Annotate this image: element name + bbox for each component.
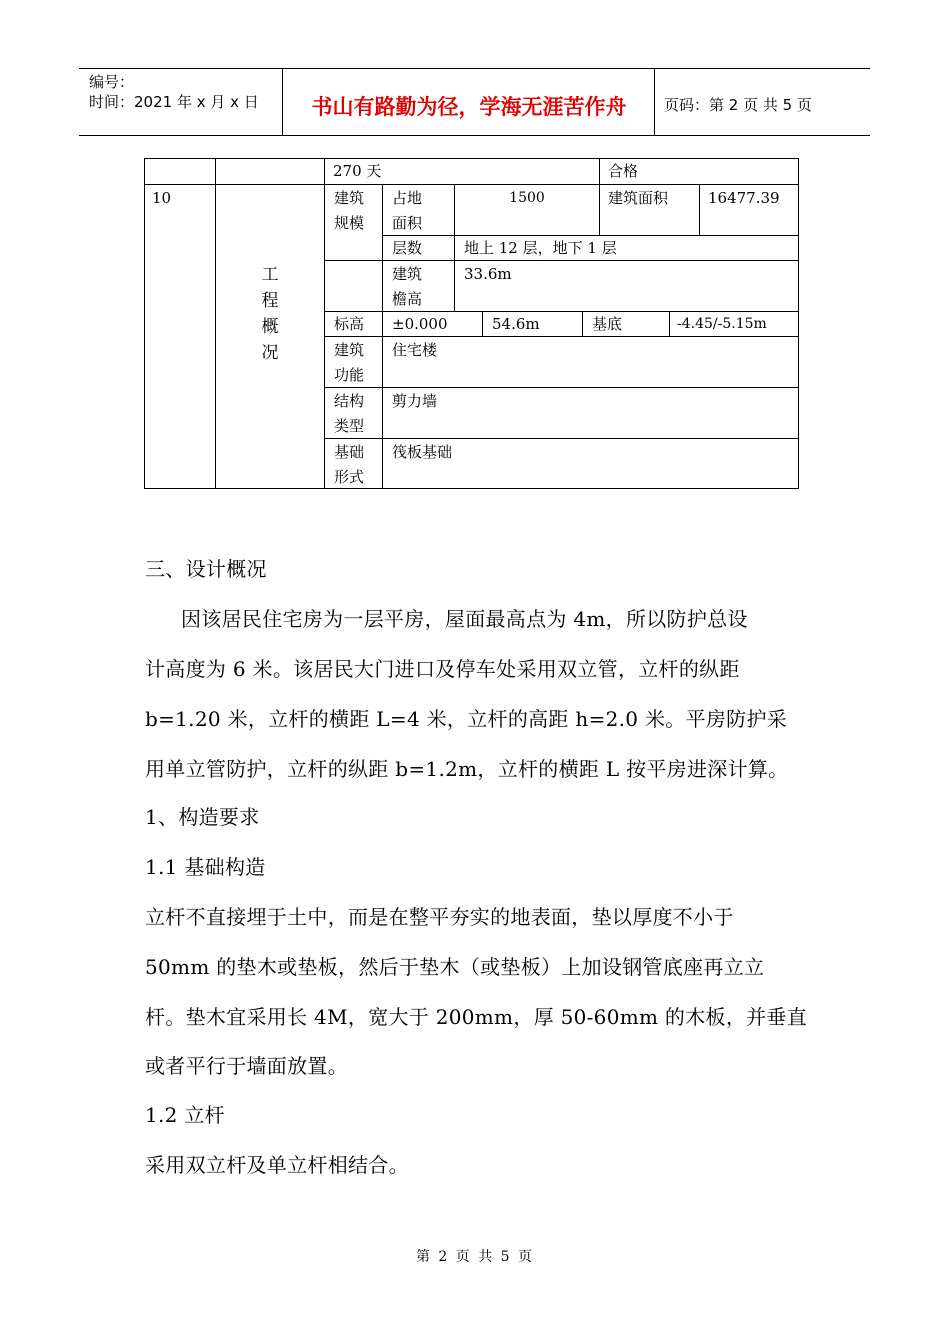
- motto: 书山有路勤为径，学海无涯苦作舟: [311, 95, 627, 119]
- structure-label-line1: 结构: [334, 392, 365, 410]
- scale-label-line2: 规模: [334, 214, 365, 232]
- function-label-line1: 建筑: [334, 341, 365, 359]
- section-title-char: 概: [261, 317, 279, 337]
- table-cell-index: [144, 184, 216, 489]
- serial-number-label: 编号：: [89, 73, 135, 91]
- scale-label-line1: 建筑: [334, 189, 365, 207]
- base-value: -4.45/-5.15m: [677, 316, 767, 332]
- floor-area-value: 16477.39: [708, 189, 780, 207]
- land-area-value: 1500: [509, 190, 545, 206]
- paragraph-line: 用单立管防护，立杆的纵距 b=1.2m，立杆的横距 L 按平房进深计算。: [145, 757, 789, 781]
- base-label: 基底: [592, 315, 623, 333]
- table-cell: [215, 158, 325, 185]
- row-index: 10: [152, 189, 172, 207]
- subheading: 1.1 基础构造: [145, 855, 266, 879]
- land-area-label-line2: 面积: [392, 214, 423, 232]
- quality-value: 合格: [608, 162, 639, 180]
- floor-area-label: 建筑面积: [608, 189, 669, 207]
- elevation-top: 54.6m: [492, 315, 540, 333]
- page-indicator: 页码：第 2 页 共 5 页: [664, 96, 812, 114]
- foundation-label-line1: 基础: [334, 443, 365, 461]
- elevation-zero: ±0.000: [392, 315, 448, 333]
- function-value: 住宅楼: [392, 341, 438, 359]
- paragraph-line: 计高度为 6 米。该居民大门进口及停车处采用双立管，立杆的纵距: [145, 657, 740, 681]
- subheading: 1.2 立杆: [145, 1103, 225, 1127]
- eave-label-line2: 檐高: [392, 290, 423, 308]
- subheading: 1、构造要求: [145, 805, 260, 829]
- paragraph-line: 或者平行于墙面放置。: [145, 1054, 348, 1078]
- eave-value: 33.6m: [464, 265, 512, 283]
- header-top-rule: [79, 68, 870, 69]
- table-cell: [382, 336, 799, 388]
- elevation-label: 标高: [334, 315, 365, 333]
- paragraph-line: 50mm 的垫木或垫板，然后于垫木（或垫板）上加设钢管底座再立立: [145, 955, 765, 979]
- table-cell: [144, 158, 216, 185]
- function-label-line2: 功能: [334, 366, 365, 384]
- paragraph-line: 采用双立杆及单立杆相结合。: [145, 1153, 409, 1177]
- structure-value: 剪力墙: [392, 392, 438, 410]
- structure-label-line2: 类型: [334, 417, 365, 435]
- table-cell: [324, 260, 383, 312]
- duration-value: 270 天: [333, 162, 382, 180]
- paragraph-line: 杆。垫木宜采用长 4M，宽大于 200mm，厚 50-60mm 的木板，并垂直: [145, 1005, 808, 1029]
- section-heading: 三、设计概况: [145, 557, 267, 581]
- paragraph-line: b=1.20 米，立杆的横距 L=4 米，立杆的高距 h=2.0 米。平房防护采: [145, 707, 788, 731]
- header-divider-left: [282, 68, 283, 135]
- eave-label-line1: 建筑: [392, 265, 423, 283]
- section-title-char: 程: [261, 291, 279, 311]
- floors-label: 层数: [392, 239, 423, 257]
- floors-value: 地上 12 层，地下 1 层: [464, 239, 617, 257]
- paragraph-line: 因该居民住宅房为一层平房，屋面最高点为 4m，所以防护总设: [181, 607, 748, 631]
- section-title-char: 况: [261, 343, 279, 363]
- paragraph-line: 立杆不直接埋于土中，而是在整平夯实的地表面，垫以厚度不小于: [145, 905, 734, 929]
- date-label: 时间：2021 年 x 月 x 日: [89, 93, 259, 111]
- foundation-value: 筏板基础: [392, 443, 453, 461]
- table-cell: [382, 387, 799, 439]
- header-divider-right: [654, 68, 655, 135]
- page-footer: 第 2 页 共 5 页: [415, 1249, 535, 1265]
- header-bottom-rule: [79, 135, 870, 136]
- section-title-char: 工: [261, 265, 279, 285]
- foundation-label-line2: 形式: [334, 468, 365, 486]
- land-area-label-line1: 占地: [392, 189, 423, 207]
